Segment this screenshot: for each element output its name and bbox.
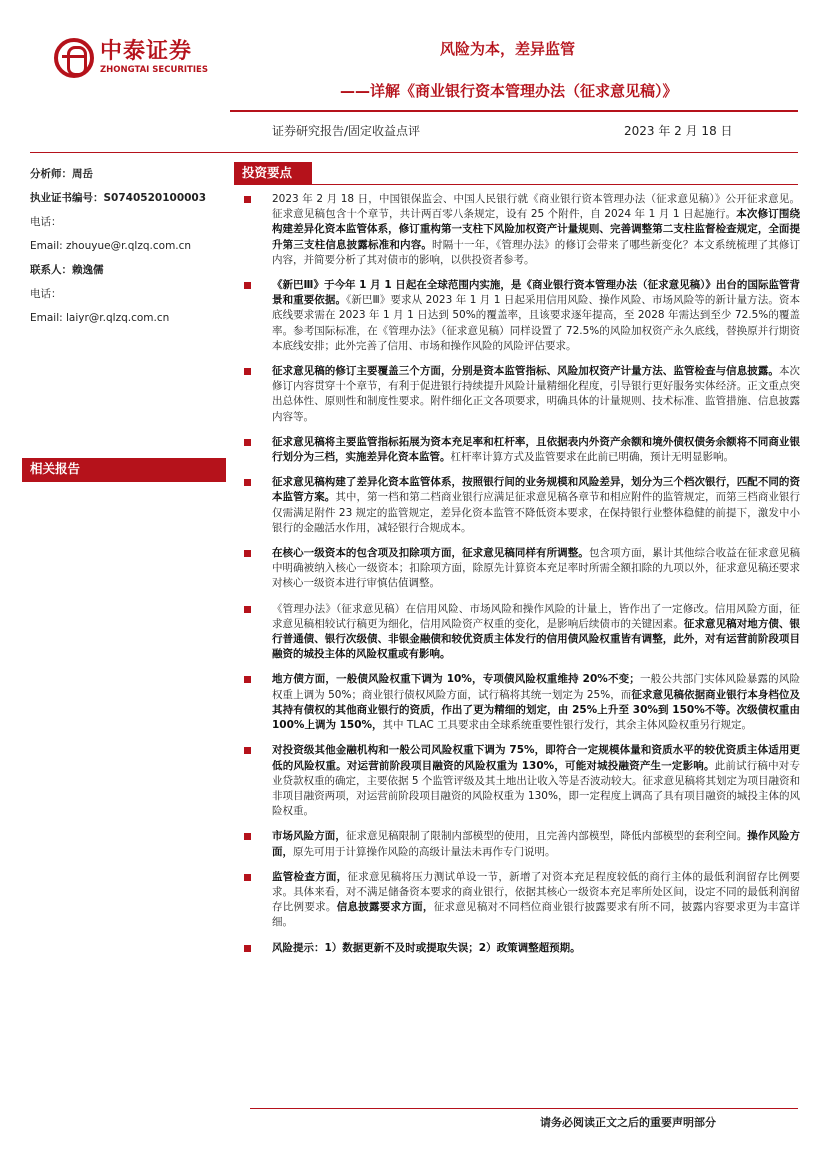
bullet-square-icon — [244, 747, 251, 754]
report-subtitle: ——详解《商业银行资本管理办法（征求意见稿）》 — [340, 82, 678, 100]
key-point-text: 《管理办法》（征求意见稿）在信用风险、市场风险和操作风险的计量上，皆作出了一定修改。信用风险方面，征求意见稿相较试行稿更为细化，信用风险资产权重的变化，是影响后续债市的关键因素。 — [272, 602, 800, 630]
key-point-text: 本次修订内容贯穿十个章节，有利于促进银行持续提升风险计量精细化程度，引导银行更好服务实体经济。正文重点突出总体性、原则性和制度性要求。附件细化正文各项要求，明确具体的计量规则、技术标准、监管措施、信息披露内容等。 — [272, 365, 800, 423]
bullet-square-icon — [244, 439, 251, 446]
key-point-item — [244, 546, 800, 592]
key-point-item — [244, 192, 800, 268]
key-point-emphasis: 信息披露要求方面， — [336, 901, 434, 914]
bullet-square-icon — [244, 196, 251, 203]
bullet-square-icon — [244, 282, 251, 289]
bullet-square-icon — [244, 479, 251, 486]
license-no: S0740520100003 — [103, 192, 207, 204]
logo-cn: 中泰证券 — [100, 39, 193, 64]
key-point-emphasis: 征求意见稿依据商业银行本身档位及其持有债权的其他商业银行的资质，作出了更为精细的划定，由 25%上升至 30%到 150%不等。次级债权重由 100%上调为 150%， — [272, 688, 800, 732]
bullet-square-icon — [244, 368, 251, 375]
key-points-divider — [234, 184, 798, 185]
key-point-text: 征求意见稿限制了限制内部模型的使用，且完善内部模型，降低内部模型的套利空间。 — [345, 830, 748, 843]
key-point-emphasis: 在核心一级资本的包含项及扣除项方面，征求意见稿同样有所调整。 — [272, 547, 589, 560]
report-date: 2023 年 2 月 18 日 — [624, 124, 733, 138]
key-point-text: 征求意见稿对不同档位商业银行披露要求有所不同，披露内容要求更为丰富详细。 — [272, 901, 800, 929]
bullet-square-icon — [244, 874, 251, 881]
phone-label-2: 电话： — [30, 288, 62, 300]
analyst-sidebar — [30, 162, 226, 330]
analyst-email[interactable]: Email: zhouyue@r.qlzq.com.cn — [30, 240, 192, 252]
license-label: 执业证书编号： — [30, 192, 104, 204]
key-point-text: 此前试行稿中对专业贷款权重的确定，主要依据 5 个监管评级及其土地出让收入等是否波动较大。征求意见稿将其划定为项目融资和非项目融资两项，对运营前阶段项目融资的风险权重为 130%，即一定程度上调高了具有项目融资的城投主体的风险权重。 — [272, 759, 800, 818]
key-point-text: 包含项方面，累计其他综合收益在征求意见稿中明确被纳入核心一级资本；扣除项方面，除原先计算资本充足率时所需全额扣除的九项以外，征求意见稿还要求对核心一级资本进行审慎估值调整。 — [272, 547, 801, 590]
related-reports-heading: 相关报告 — [22, 458, 226, 480]
key-point-item — [244, 672, 800, 733]
related-reports-divider — [22, 480, 226, 482]
key-point-text: 其中，第一档和第二档商业银行应满足征求意见稿各章节和相应附件的监管规定，而第三档商业银行仅需满足附件 23 规定的监管规定，差异化资本监管不降低资本要求，在保持银行业整体稳健的前提下，激发中小银行的金融活水作用，减轻银行合规成本。 — [272, 491, 801, 534]
key-point-text: 征求意见稿将压力测试单设一节，新增了对资本充足程度较低的商行主体的最低利润留存比例要求。具体来看，对不满足储备资本要求的商业银行，依据其核心一级资本充足率所处区间，设定不同的最低利润留存比例要求。 — [272, 870, 800, 914]
key-point-emphasis: 《新巴Ⅲ》于今年 1 月 1 日起在全球范围内实施，是《商业银行资本管理办法（征求意见稿）》出台的国际监管背景和重要依据。 — [272, 279, 800, 307]
key-point-item — [244, 941, 800, 956]
key-point-item — [244, 870, 800, 931]
key-point-emphasis: 市场风险方面， — [272, 830, 346, 843]
logo-en: ZHONGTAI SECURITIES — [100, 65, 208, 75]
key-point-emphasis: 操作风险方面， — [272, 830, 801, 858]
key-point-emphasis: 风险提示：1）数据更新不及时或提取失误；2）政策调整超预期。 — [272, 941, 581, 954]
footer-divider — [250, 1108, 798, 1109]
bullet-square-icon — [244, 550, 251, 557]
key-point-item — [244, 743, 800, 819]
header-divider-2 — [30, 152, 798, 153]
analyst-label: 分析师： — [30, 168, 72, 180]
key-point-text: 其中 TLAC 工具要求由全球系统重要性银行发行，其余主体风险权重另行规定。 — [382, 719, 753, 732]
key-point-emphasis: 对投资级其他金融机构和一般公司风险权重下调为 75%，即符合一定规模体量和资质水平的较优资质主体适用更低的风险权重。对运营前阶段项目融资的风险权重为 130%，可能对城投融资产生一定影响。 — [272, 744, 800, 772]
key-point-text: 原先可用于计算操作风险的高级计量法未再作专门说明。 — [293, 845, 556, 858]
bullet-square-icon — [244, 676, 251, 683]
contact-email[interactable]: Email: laiyr@r.qlzq.com.cn — [30, 312, 170, 324]
bullet-square-icon — [244, 606, 251, 613]
key-point-item — [244, 364, 800, 425]
key-point-item — [244, 602, 800, 663]
key-point-text: 时隔十一年，《管理办法》的修订会带来了哪些新变化？本文系统梳理了其修订内容，并简要分析了其对债市的影响，以供投资者参考。 — [272, 238, 801, 266]
key-point-text: 一般公共部门实体风险暴露的风险权重上调为 50%；商业银行债权风险方面，试行稿将其统一划定为 25%，而 — [272, 673, 800, 701]
logo-mark-icon — [54, 38, 94, 78]
key-point-item — [244, 475, 800, 536]
key-point-text: 杠杆率计算方式及监管要求在此前已明确，预计无明显影响。 — [450, 451, 734, 464]
key-point-item — [244, 278, 800, 354]
key-point-text: 《新巴Ⅲ》要求从 2023 年 1 月 1 日起采用信用风险、操作风险、市场风险等的新计量方法。资本底线要求需在 2023 年 1 月 1 日达到 50%的覆盖率，且该要求逐年提高，至 2028 年需达到至少 72.5%的覆盖率。参考国际标准，在《管理办法》（征求意见稿）同样设置了 72.5%的风险加权资产永久底线，替换原并行期资本底线安排；此外完善了信用、市场和操作风险的风险评估要求。 — [272, 294, 800, 352]
report-title: 风险为本，差异监管 — [440, 40, 576, 58]
key-point-emphasis: 征求意见稿的修订主要覆盖三个方面，分别是资本监管指标、风险加权资产计量方法、监管检查与信息披露。 — [272, 365, 779, 378]
key-point-item — [244, 829, 800, 859]
bullet-square-icon — [244, 833, 251, 840]
bullet-square-icon — [244, 945, 251, 952]
key-points-list — [244, 192, 800, 966]
key-points-heading: 投资要点 — [234, 162, 312, 184]
phone-label-1: 电话： — [30, 216, 62, 228]
key-point-emphasis: 地方债方面，一般债风险权重下调为 10%，专项债风险权重维持 20%不变； — [272, 673, 640, 686]
contact-label: 联系人： — [30, 264, 72, 276]
key-point-emphasis: 征求意见稿对地方债、银行普通债、银行次级债、非银金融债和较优资质主体发行的信用债风险权重皆有调整，此外，对有运营前阶段项目融资的城投主体的风险权重或有影响。 — [272, 617, 801, 661]
header-divider — [230, 110, 798, 112]
key-point-emphasis: 征求意见稿构建了差异化资本监管体系，按照银行间的业务规模和风险差异，划分为三个档次银行，匹配不同的资本监管方案。 — [272, 476, 800, 504]
logo — [54, 38, 208, 78]
footer-disclaimer: 请务必阅读正文之后的重要声明部分 — [540, 1116, 716, 1129]
key-point-emphasis: 征求意见稿将主要监管指标拓展为资本充足率和杠杆率，且依据表内外资产余额和境外债权债务余额将不同商业银行划分为三档，实施差异化资本监管。 — [272, 435, 800, 464]
key-point-text: 2023 年 2 月 18 日，中国银保监会、中国人民银行就《商业银行资本管理办法（征求意见稿）》公开征求意见。征求意见稿包含十个章节，共计两百零八条规定，设有 25 个附件，自 2024 年 1 月 1 日起施行。 — [272, 193, 800, 221]
report-type: 证券研究报告/固定收益点评 — [272, 124, 421, 138]
key-point-item — [244, 435, 800, 465]
analyst-name: 周岳 — [72, 168, 93, 180]
key-point-emphasis: 监管检查方面， — [272, 870, 348, 883]
key-point-emphasis: 本次修订围绕构建差异化资本监管体系，修订重构第一支柱下风险加权资产计量规则、完善调整第二支柱监督检查规定，全面提升第三支柱信息披露标准和内容。 — [272, 208, 800, 251]
contact-name: 赖逸儒 — [72, 264, 104, 276]
